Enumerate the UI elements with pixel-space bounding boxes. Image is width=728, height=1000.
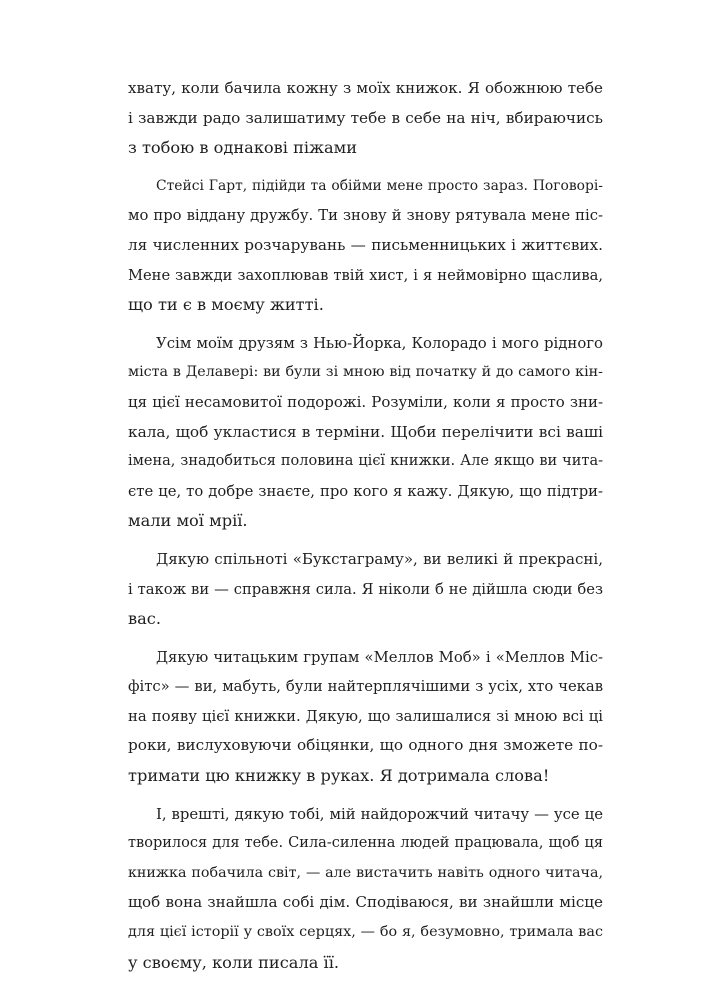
paragraph-4 — [128, 545, 603, 634]
text-line: ля численних розчарувань — письменницьких і життєвих. — [128, 235, 603, 254]
page-text — [128, 74, 603, 977]
text-line: і завжди радо залишатиму тебе в себе на ніч, вбираючись — [128, 108, 603, 127]
text-line: мали мої мрії. — [128, 511, 248, 531]
text-line: з тобою в однакові піжами — [128, 138, 358, 158]
text-line: Стейсі Гарт, підійди та обійми мене просто зараз. Поговорі- — [156, 177, 603, 194]
text-line: роки, вислуховуючи обіцянки, що одного дня зможете по- — [128, 736, 603, 755]
text-line: кала, щоб укластися в терміни. Щоби перелічити всі ваші — [128, 422, 603, 441]
text-line: Дякую спільноті «Букстаграму», ви великі й прекрасні, — [156, 549, 603, 568]
text-line: Мене завжди захоплював твій хист, і я неймовірно щаслива, — [128, 266, 603, 284]
text-line: міста в Делавері: ви були зі мною від початку й до самого кін- — [128, 364, 603, 381]
text-line: хвату, коли бачила кожну з моїх книжок. Я обожнюю тебе — [128, 79, 603, 97]
text-line: фітс» — ви, мабуть, були найтерплячішими з усіх, хто чекав — [128, 678, 603, 696]
text-line: єте це, то добре знаєте, про кого я кажу. Дякую, що підтри- — [128, 482, 603, 500]
paragraph-5 — [128, 643, 603, 791]
paragraph-1 — [128, 74, 603, 163]
text-line: і також ви — справжня сила. Я ніколи б не дійшла сюди без — [128, 580, 603, 598]
text-line: що ти є в моєму житті. — [128, 295, 324, 315]
text-line: мо про віддану дружбу. Ти знову й знову рятувала мене піс- — [128, 207, 603, 225]
text-line: Дякую читацьким групам «Меллов Моб» і «Меллов Міс- — [156, 648, 603, 666]
text-line: тримати цю книжку в руках. Я дотримала слова! — [128, 766, 550, 786]
text-line: у своєму, коли писала її. — [128, 952, 340, 972]
text-line: щоб вона знайшла собі дім. Сподіваюся, ви знайшли місце — [128, 893, 603, 912]
text-line: вас. — [128, 609, 161, 629]
text-line: Усім моїм друзям з Нью-Йорка, Колорадо і мого рідного — [156, 333, 603, 352]
text-line: творилося для тебе. Сила-силенна людей працювала, щоб ця — [128, 835, 603, 852]
text-line: на появу цієї книжки. Дякую, що залишалися зі мною всі ці — [128, 707, 603, 725]
text-line: І, врешті, дякую тобі, мій найдорожчий читачу — усе це — [156, 805, 603, 823]
text-line: імена, знадобиться половина цієї книжки. Але якщо ви чита- — [128, 453, 603, 470]
text-line: ця цієї несамовитої подорожі. Розуміли, коли я просто зни- — [128, 392, 603, 411]
paragraph-6 — [128, 800, 603, 978]
paragraph-2 — [128, 172, 603, 320]
text-line: для цієї історії у своїх серцях, — бо я, безумовно, тримала вас — [128, 924, 603, 941]
text-line: книжка побачила світ, — але вистачить навіть одного читача, — [128, 864, 603, 881]
paragraph-3 — [128, 329, 603, 536]
